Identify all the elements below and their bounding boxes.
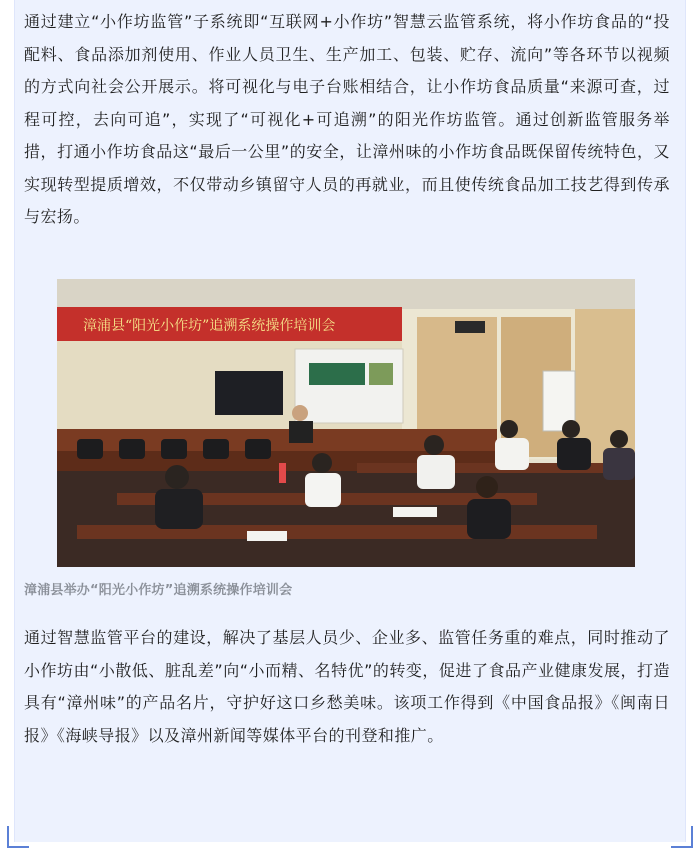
banner-text: 漳浦县“阳光小作坊”追溯系统操作培训会	[83, 318, 336, 334]
photo-caption: 漳浦县举办“阳光小作坊”追溯系统操作培训会	[24, 583, 293, 598]
corner-decoration-left	[7, 826, 29, 848]
article-paragraph-2: 通过智慧监管平台的建设，解决了基层人员少、企业多、监管任务重的难点，同时推动了小作坊由“小散低、脏乱差”向“小而精、名特优”的转变，促进了食品产业健康发展，打造具有“漳州味”的产品名片，守护好这口乡愁美味。该项工作得到《中国食品报》《闽南日报》《海峡导报》以及漳州新闻等媒体平台的刊登和推广。	[24, 628, 670, 745]
corner-decoration-right	[671, 826, 693, 848]
training-meeting-photo	[57, 279, 635, 567]
article-paragraph-1: 通过建立“小作坊监管”子系统即“互联网+小作坊”智慧云监管系统，将小作坊食品的“投配料、食品添加剂使用、作业人员卫生、生产加工、包装、贮存、流向”等各环节以视频的方式向社会公开展示。将可视化与电子台账相结合，让小作坊食品质量“来源可查，过程可控，去向可追”，实现了“可视化+可追溯”的阳光作坊监管。通过创新监管服务举措，打通小作坊食品这“最后一公里”的安全，让漳州味的小作坊食品既保留传统特色，又实现转型提质增效，不仅带动乡镇留守人员的再就业，而且使传统食品加工技艺得到传承与宏扬。	[24, 12, 670, 226]
